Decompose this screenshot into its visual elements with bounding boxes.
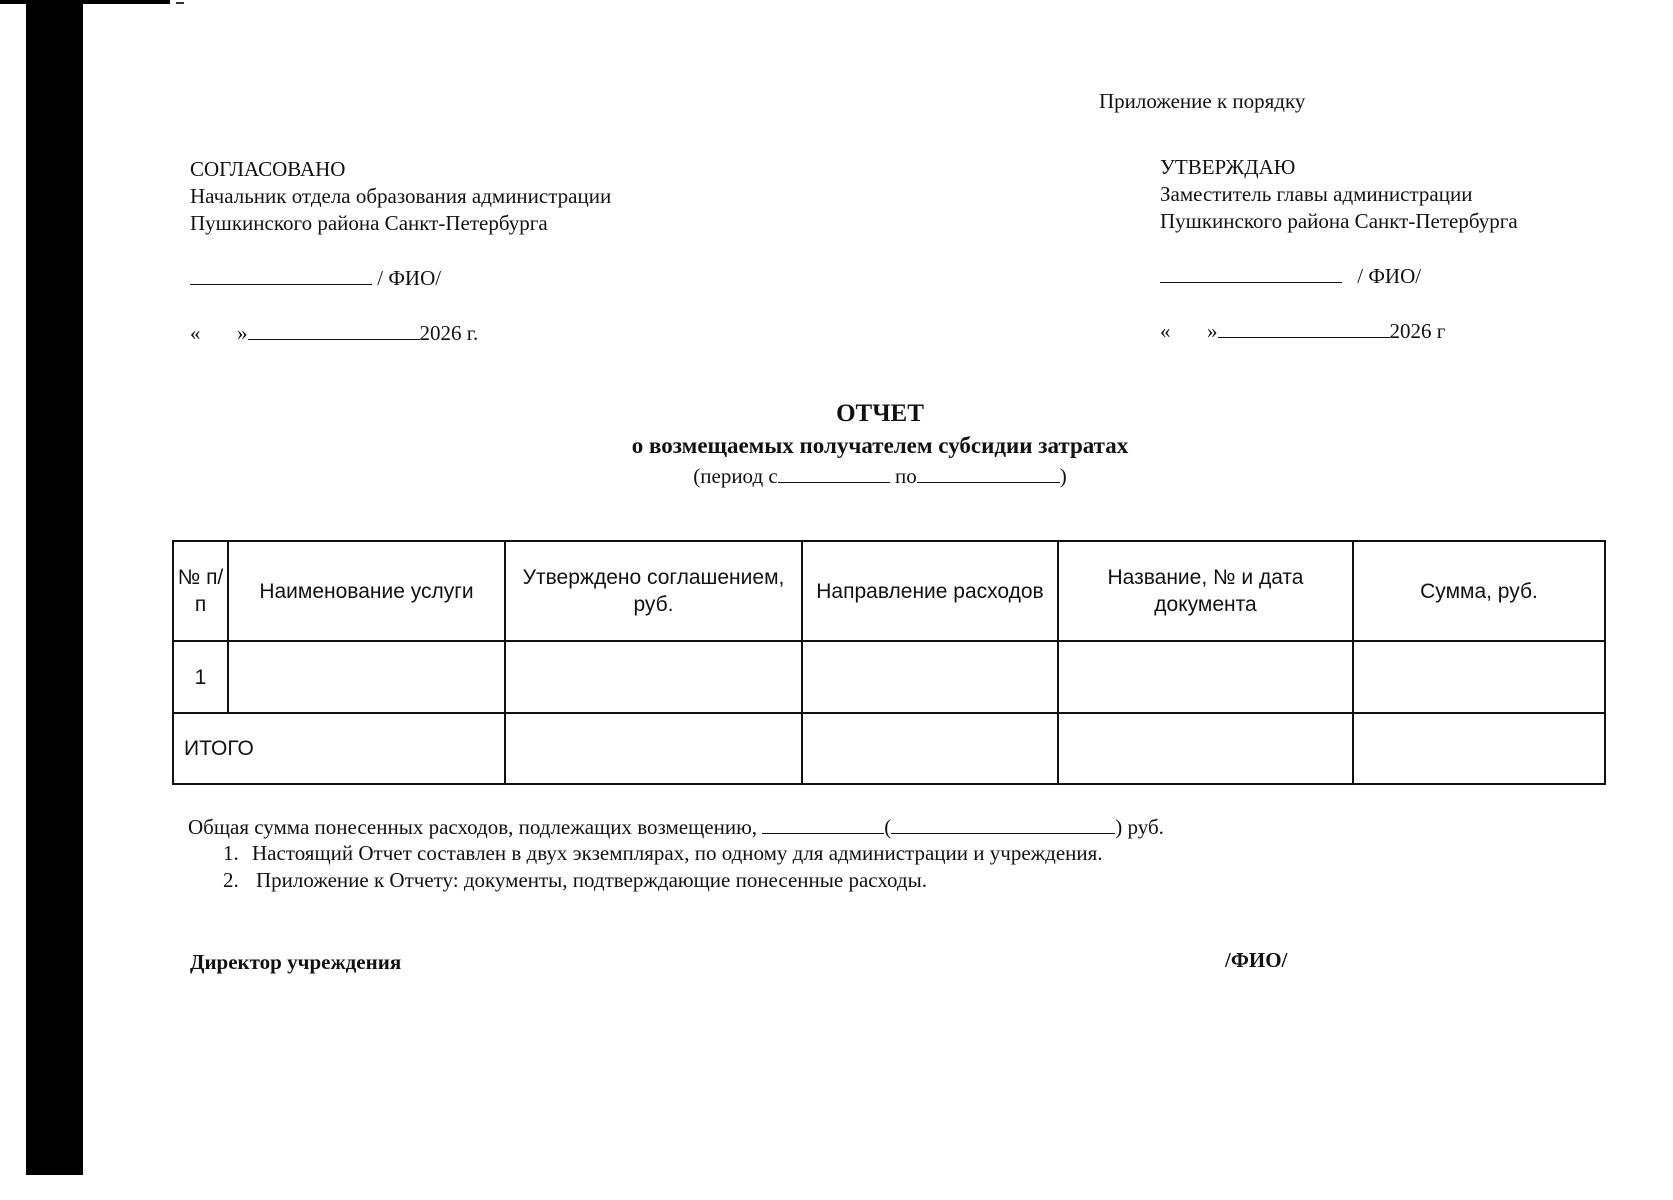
table-header-direction: Направление расходов <box>816 579 1044 603</box>
total-sum-number-blank[interactable] <box>762 813 884 834</box>
left-signature-line <box>190 264 441 292</box>
note-item <box>223 840 1103 867</box>
table-total-document[interactable] <box>1059 714 1352 783</box>
left-date-quote-open: « <box>190 321 201 345</box>
table-header-number: № п/п <box>177 566 224 616</box>
table-row-approved[interactable] <box>506 642 801 712</box>
table-total-sum[interactable] <box>1354 714 1604 783</box>
note-text: Приложение к Отчету: документы, подтверждающие понесенные расходы. <box>256 868 927 892</box>
total-sum-open-paren: ( <box>884 815 892 839</box>
left-signature-blank[interactable] <box>190 264 372 285</box>
total-sum-suffix: ) руб. <box>1115 815 1164 839</box>
left-date-blank[interactable] <box>248 319 420 340</box>
right-date-year: 2026 г <box>1389 319 1446 343</box>
table-row-document[interactable] <box>1059 642 1352 712</box>
right-signature-line <box>1160 262 1421 290</box>
right-position-line1: Заместитель главы администрации <box>1160 182 1473 206</box>
report-title: ОТЧЕТ <box>836 400 924 427</box>
left-status: СОГЛАСОВАНО <box>190 157 346 181</box>
table-row-sum[interactable] <box>1354 642 1604 712</box>
right-position-line2: Пушкинского района Санкт-Петербурга <box>1160 209 1518 233</box>
left-date-quote-close: » <box>237 321 248 345</box>
table-header-service: Наименование услуги <box>259 579 474 603</box>
right-signature-blank[interactable] <box>1160 262 1342 283</box>
note-number: 1. <box>223 841 239 865</box>
left-date-line <box>190 319 478 347</box>
period-middle: по <box>894 464 917 488</box>
table-total-direction[interactable] <box>803 714 1057 783</box>
period-start-blank[interactable] <box>778 462 890 483</box>
total-sum-words-blank[interactable] <box>891 813 1115 834</box>
right-date-line <box>1160 317 1445 345</box>
scan-black-margin <box>26 0 83 1175</box>
table-row-direction[interactable] <box>803 642 1057 712</box>
period-end-blank[interactable] <box>917 462 1060 483</box>
left-date-year: 2026 г. <box>419 321 479 345</box>
right-status: УТВЕРЖДАЮ <box>1160 155 1296 179</box>
appendix-label: Приложение к порядку <box>1099 89 1306 113</box>
left-signature-suffix: / ФИО/ <box>377 266 442 290</box>
note-text: Настоящий Отчет составлен в двух экземплярах, по одному для администрации и учреждения. <box>252 841 1103 865</box>
table-total-approved[interactable] <box>506 714 801 783</box>
table-total-label: ИТОГО <box>184 737 254 760</box>
period-prefix: (период с <box>693 464 778 488</box>
right-signature-suffix: / ФИО/ <box>1357 264 1422 288</box>
note-item <box>223 867 927 894</box>
left-position-line2: Пушкинского района Санкт-Петербурга <box>190 211 548 235</box>
left-position-line1: Начальник отдела образования администрации <box>190 184 612 208</box>
table-header-document: Название, № и дата документа <box>1107 566 1304 616</box>
table-row-number: 1 <box>194 665 207 689</box>
report-period <box>0 462 1673 490</box>
total-sum-prefix: Общая сумма понесенных расходов, подлежащих возмещению, <box>188 815 758 839</box>
right-date-quote-open: « <box>1160 319 1171 343</box>
table-header-approved: Утверждено соглашением, руб. <box>522 566 785 616</box>
table-header-sum: Сумма, руб. <box>1420 579 1538 603</box>
scan-top-line <box>0 0 170 4</box>
director-signature: /ФИО/ <box>1225 948 1288 972</box>
report-subtitle: о возмещаемых получателем субсидии затратах <box>631 433 1129 458</box>
note-number: 2. <box>223 868 239 892</box>
total-sum-line <box>188 813 1164 841</box>
scan-top-dash <box>176 2 184 4</box>
director-label: Директор учреждения <box>190 950 402 974</box>
table-row-service[interactable] <box>229 642 504 712</box>
period-suffix: ) <box>1059 464 1067 488</box>
right-date-quote-close: » <box>1207 319 1218 343</box>
right-date-blank[interactable] <box>1218 317 1390 338</box>
report-table <box>172 540 1606 785</box>
